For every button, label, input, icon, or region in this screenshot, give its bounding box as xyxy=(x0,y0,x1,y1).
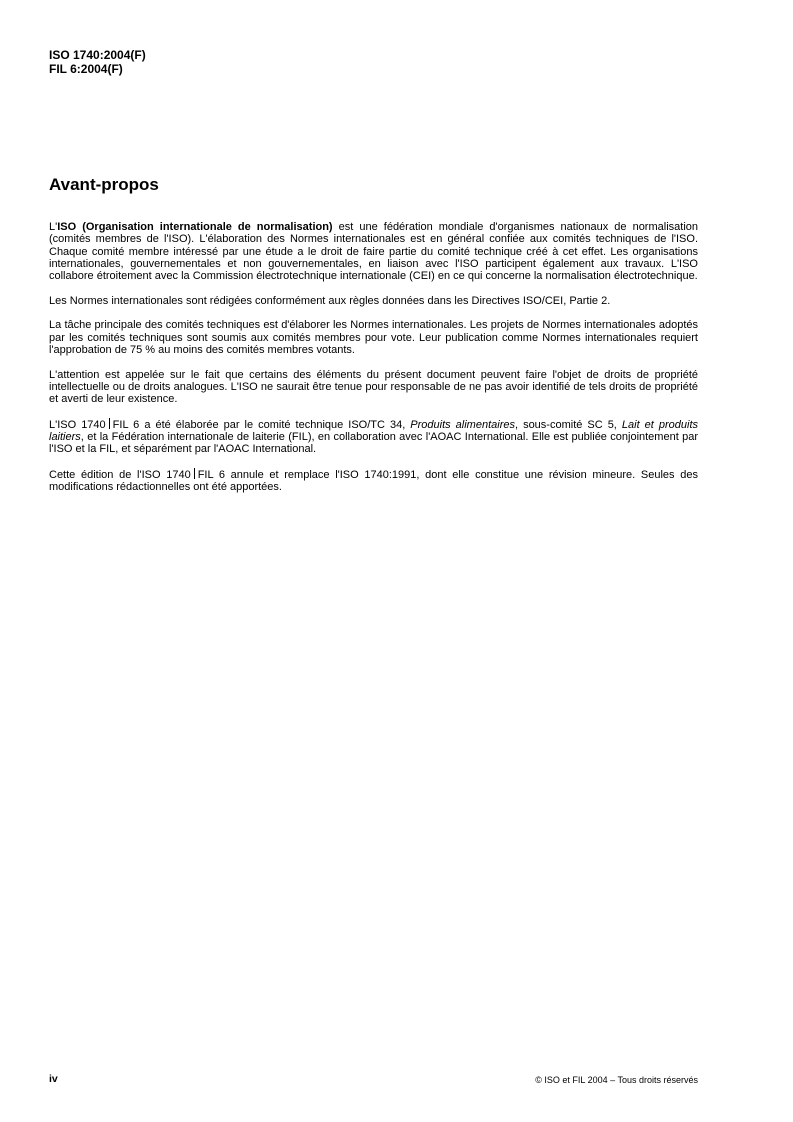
p5-italic-lait: Lait et produits laitiers xyxy=(49,418,698,444)
page-number: iv xyxy=(49,1073,58,1085)
vertical-separator xyxy=(109,418,110,429)
standard-number-fil: FIL 6:2004(F) xyxy=(49,62,123,76)
vertical-separator xyxy=(194,468,195,479)
p1-rest: est une fédération mondiale d'organismes nationaux de normalisation (comités membres de l'ISO). L'élaboration des Normes internationales est en général confiée aux comités techniques de l'ISO. Chaque comité membre intéressé par une étude a le droit de faire partie du comité technique créé à cet effet. Les organisations internationales, gouvernementales et non gouvernementales, en liaison avec l'ISO participent également aux travaux. L'ISO collabore étroitement avec la Commission électrotechnique internationale (CEI) en ce qui concerne la normalisation électrotechnique. xyxy=(49,221,698,283)
p5-italic-produits: Produits alimentaires xyxy=(410,418,515,431)
paragraph-1 xyxy=(49,221,698,282)
document-header xyxy=(49,48,146,76)
p1-bold: ISO (Organisation internationale de normalisation) xyxy=(57,221,333,233)
copyright-notice: © ISO et FIL 2004 – Tous droits réservés xyxy=(535,1075,698,1085)
p5-part2: FIL 6 a été élaborée par le comité technique ISO/TC 34, xyxy=(112,418,411,431)
foreword-body xyxy=(49,221,698,506)
paragraph-3: La tâche principale des comités techniques est d'élaborer les Normes internationales. Les projets de Normes internationales adoptés par les comités techniques sont soumis aux comités membres pour vote. Leur publication comme Normes internationales requiert l'approbation de 75 % au moins des comités membres votants. xyxy=(49,319,698,356)
p6-part2: FIL 6 annule et remplace l'ISO 1740:1991, dont elle constitue une révision mineure. Seules des modifications rédactionnelles ont été apportées. xyxy=(49,468,698,494)
paragraph-2: Les Normes internationales sont rédigées conformément aux règles données dans les Directives ISO/CEI, Partie 2. xyxy=(49,294,611,307)
section-title: Avant-propos xyxy=(49,175,159,194)
p5-part3: , sous-comité SC 5, xyxy=(514,418,622,431)
p5-part4: , et la Fédération internationale de laiterie (FIL), en collaboration avec l'AOAC International. Elle est publiée conjointement par l'ISO et la FIL, et séparément par l'AOAC International. xyxy=(49,431,698,456)
p5-part1: L'ISO 1740 xyxy=(49,418,106,431)
paragraph-4: L'attention est appelée sur le fait que certains des éléments du présent document peuvent faire l'objet de droits de propriété intellectuelle ou de droits analogues. L'ISO ne saurait être tenue pour responsable de ne pas avoir identifié de tels droits de propriété et averti de leur existence. xyxy=(49,368,698,406)
p1-prefix: L' xyxy=(49,221,58,233)
standard-number-iso: ISO 1740:2004(F) xyxy=(49,48,146,62)
paragraph-5 xyxy=(49,418,698,456)
p6-part1: Cette édition de l'ISO 1740 xyxy=(49,468,191,481)
paragraph-6 xyxy=(49,468,698,494)
